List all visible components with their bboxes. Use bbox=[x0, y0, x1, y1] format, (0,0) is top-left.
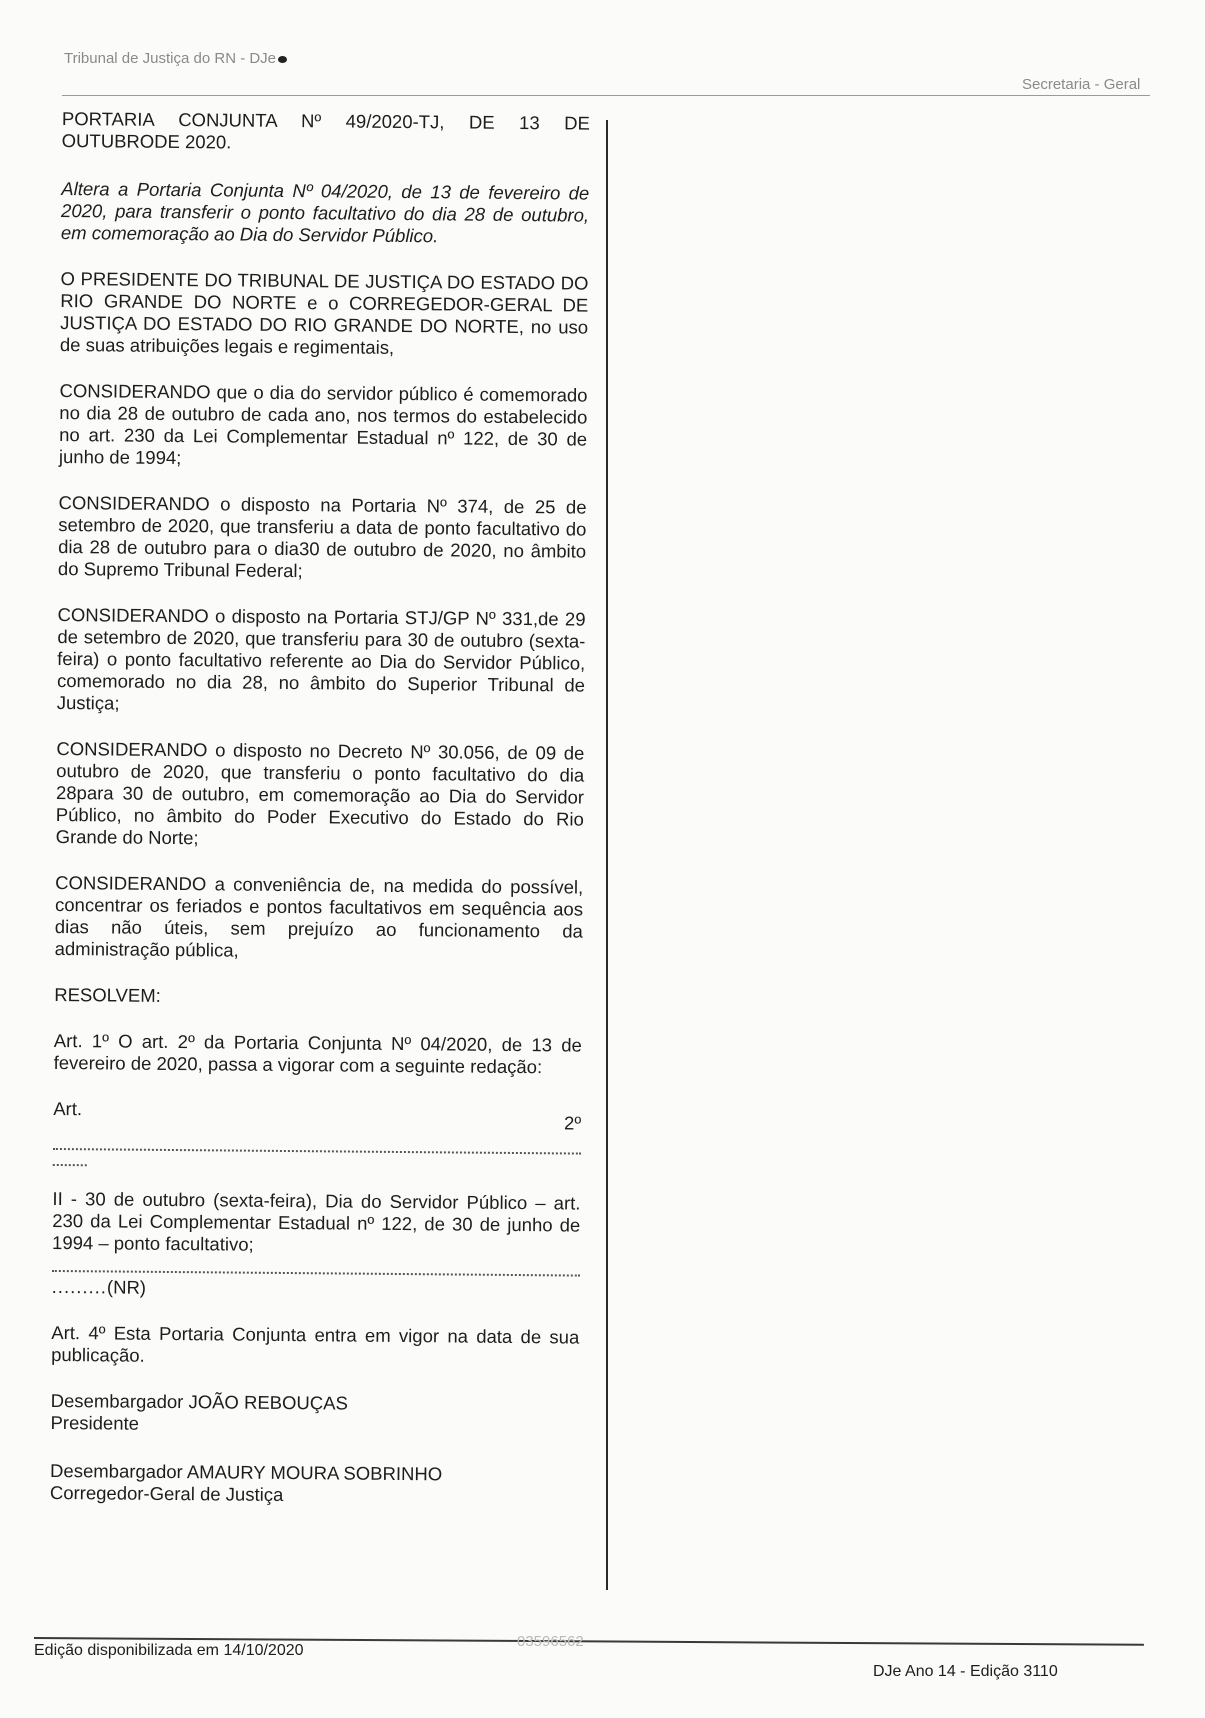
signatory-role: Corregedor-Geral de Justiça bbox=[49, 1481, 284, 1505]
column-divider bbox=[606, 120, 608, 1590]
considerando-paragraph: CONSIDERANDO o disposto na Portaria STJ/GP Nº 331,de 29 de setembro de 2020, que transferiu para 30 de outubro (sexta-feira) o ponto facultativo referente ao Dia do Servidor Público, comemorado no dia 28, no âmbito do Superior Tribunal de Justiça; bbox=[56, 603, 586, 714]
ellipsis-line bbox=[53, 1134, 581, 1155]
document-title: PORTARIA CONJUNTA Nº 49/2020-TJ, DE 13 DE OUTUBRODE 2020. bbox=[61, 108, 590, 153]
header-journal-name bbox=[64, 50, 287, 67]
document-body bbox=[50, 108, 590, 1535]
footer-availability-date: Edição disponibilizada em 14/10/2020 bbox=[34, 1642, 304, 1659]
resolvem-heading: RESOLVEM: bbox=[54, 983, 161, 1006]
ellipsis-short bbox=[53, 1158, 87, 1166]
article-1: Art. 1º O art. 2º da Portaria Conjunta Nº 04/2020, de 13 de fevereiro de 2020, passa a vigorar com a seguinte redação: bbox=[53, 1029, 582, 1078]
quoted-article bbox=[53, 1098, 582, 1171]
considerando-paragraph: CONSIDERANDO a conveniência de, na medida do possível, concentrar os feriados e pontos facultativos em sequência aos dias não úteis, sem prejuízo ao funcionamento da administração pública, bbox=[54, 871, 584, 961]
nr-text: (NR) bbox=[106, 1276, 147, 1298]
header-divider bbox=[62, 95, 1150, 96]
header-journal-text: Tribunal de Justiça do RN - DJe bbox=[64, 50, 277, 67]
signatory-name: Desembargador JOÃO REBOUÇAS bbox=[50, 1389, 348, 1414]
ink-dot-mark bbox=[278, 56, 287, 63]
inciso-ii: II - 30 de outubro (sexta-feira), Dia do Servidor Público – art. 230 da Lei Complementar Estadual nº 122, de 30 de junho de 1994 – ponto facultativo; bbox=[52, 1187, 581, 1255]
considerando-paragraph: CONSIDERANDO o disposto no Decreto Nº 30.056, de 09 de outubro de 2020, que transferiu o ponto facultativo do dia 28para 30 de outubro, em comemoração ao Dia do Servidor Público, no âmbito do Poder Executivo do Estado do Rio Grande do Norte; bbox=[55, 737, 585, 849]
considerando-paragraph: CONSIDERANDO que o dia do servidor público é comemorado no dia 28 de outubro de cada ano, nos termos do estabelecido no art. 230 da Lei Complementar Estadual nº 122, de 30 de junho de 1994; bbox=[58, 379, 588, 469]
quoted-article-number: 2º bbox=[564, 1112, 582, 1134]
considerando-paragraph: CONSIDERANDO o disposto na Portaria Nº 374, de 25 de setembro de 2020, que transferiu a data de ponto facultativo do dia 28 de outubro para o dia30 de outubro de 2020, no âmbito do Supremo Tribunal Federal; bbox=[57, 491, 587, 582]
document-preamble: O PRESIDENTE DO TRIBUNAL DE JUSTIÇA DO ESTADO DO RIO GRANDE DO NORTE e o CORREGEDOR-GERAL DE JUSTIÇA DO ESTADO DO RIO GRANDE DO NORTE, no uso de suas atribuições legais e regimentais, bbox=[59, 267, 589, 358]
quoted-article-label: Art. bbox=[53, 1097, 83, 1120]
nr-marker: .........(NR) bbox=[51, 1275, 147, 1298]
ellipsis-line bbox=[52, 1256, 580, 1277]
footer-edition: DJe Ano 14 - Edição 3110 bbox=[873, 1663, 1058, 1680]
signatory-role: Presidente bbox=[50, 1411, 140, 1434]
signature-block bbox=[50, 1390, 578, 1439]
header-section-name: Secretaria - Geral bbox=[1022, 76, 1141, 93]
quoted-article-line bbox=[53, 1098, 581, 1135]
document-ementa: Altera a Portaria Conjunta Nº 04/2020, de 13 de fevereiro de 2020, para transferir o ponto facultativo do dia 28 de outubro, em comemoração ao Dia do Servidor Público. bbox=[60, 177, 590, 247]
article-4: Art. 4º Esta Portaria Conjunta entra em vigor na data de sua publicação. bbox=[51, 1321, 580, 1366]
footer-stamp-number: 03596562 bbox=[517, 1633, 584, 1650]
signature-block bbox=[50, 1460, 578, 1509]
signatory-name: Desembargador AMAURY MOURA SOBRINHO bbox=[50, 1459, 443, 1485]
